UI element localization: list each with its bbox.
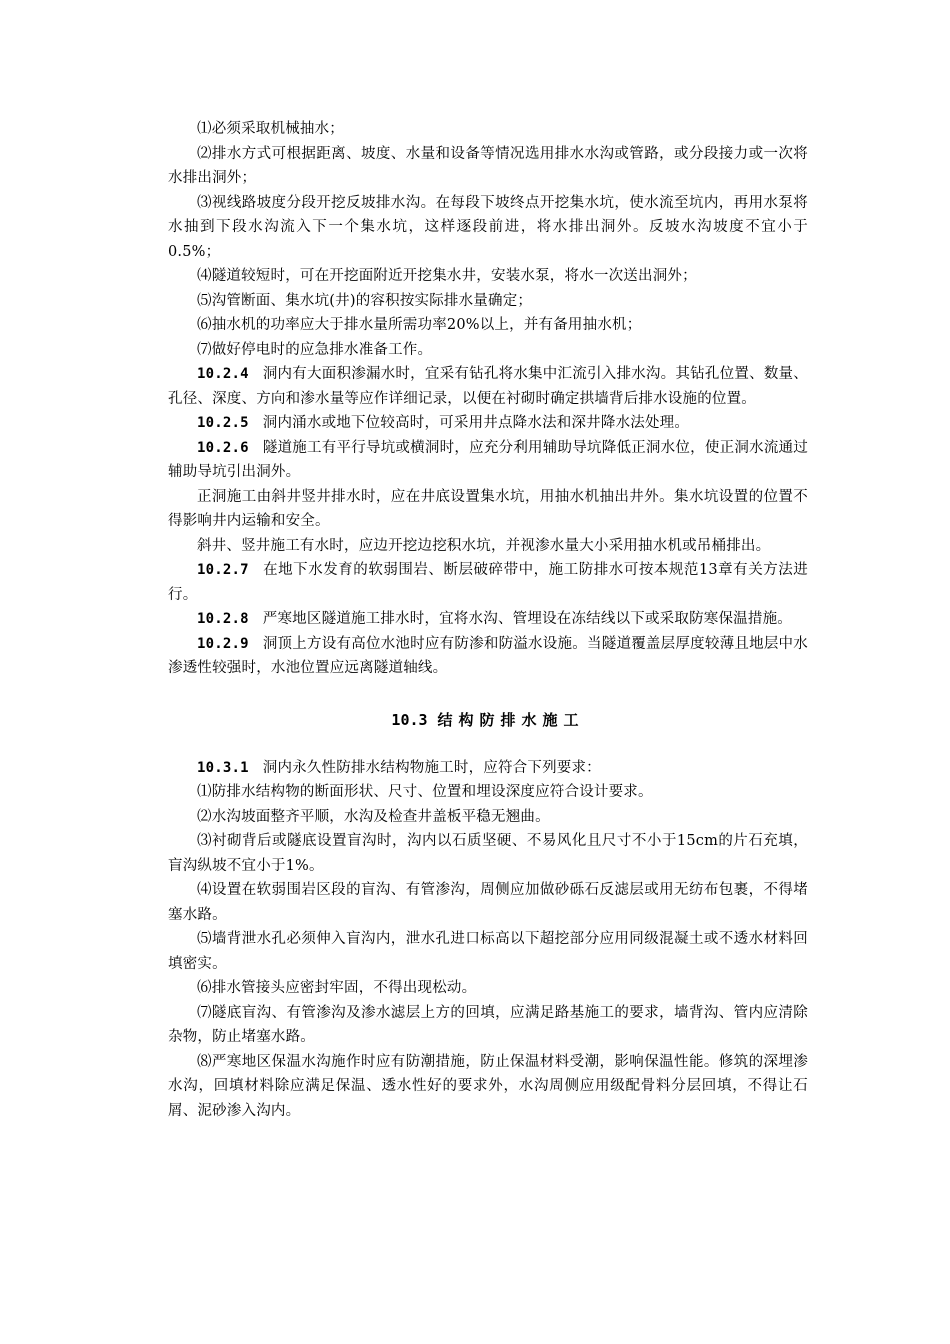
- paragraph-text: ⑸沟管断面、集水坑(井)的容积按实际排水量确定；: [197, 292, 533, 309]
- paragraph-text: 洞内永久性防排水结构物施工时，应符合下列要求：: [262, 759, 601, 776]
- clause-number: 10.3.1: [197, 759, 249, 776]
- clause-number: 10.2.7: [197, 562, 249, 578]
- paragraph-text: ⑶视线路坡度分段开挖反坡排水沟。在每段下坡终点开挖集水坑，使水流至坑内，再用水泵将水抽到下段水沟流入下一个集水坑，这样逐段前进，将水排出洞外。反坡水沟坡度不宜小于0.5%；: [168, 194, 808, 260]
- paragraph-text: 严寒地区隧道施工排水时，宜将水沟、管埋设在冻结线以下或采取防寒保温措施。: [262, 611, 792, 627]
- clause-number: 10.2.6: [197, 439, 249, 456]
- paragraph-text: ⑷隧道较短时，可在开挖面附近开挖集水井，安装水泵，将水一次送出洞外；: [197, 268, 697, 284]
- list-item: [168, 780, 808, 805]
- list-item: [168, 117, 808, 142]
- paragraph-text: ⑶衬砌背后或隧底设置盲沟时，沟内以石质坚硬、不易风化且尺寸不小于15cm的片石充填，盲沟纵坡不宜小于1%。: [168, 833, 808, 874]
- paragraph-text: ⑺隧底盲沟、有管渗沟及渗水滤层上方的回填，应满足路基施工的要求，墙背沟、管内应清除杂物，防止堵塞水路。: [168, 1004, 808, 1045]
- paragraph-text: ⑴防排水结构物的断面形状、尺寸、位置和埋设深度应符合设计要求。: [197, 784, 653, 800]
- clause-paragraph: [168, 607, 808, 632]
- clause-number: 10.2.9: [197, 635, 249, 652]
- paragraph-text: 斜井、竖井施工有水时，应边开挖边挖积水坑，并视渗水量大小采用抽水机或吊桶排出。: [197, 537, 771, 554]
- list-item: [168, 338, 808, 363]
- clause-number: 10.2.8: [197, 611, 249, 627]
- clause-paragraph: [168, 362, 808, 411]
- list-item: [168, 142, 808, 191]
- list-item: [168, 927, 808, 976]
- clause-paragraph: [168, 411, 808, 436]
- list-item: [168, 534, 808, 559]
- list-item: [168, 191, 808, 265]
- paragraph-text: ⑹排水管接头应密封牢固，不得出现松动。: [197, 980, 477, 996]
- clause-paragraph: [168, 632, 808, 681]
- paragraph-text: ⑴必须采取机械抽水；: [197, 121, 344, 137]
- paragraph-group-10-3: [168, 756, 808, 1124]
- paragraph-text: 隧道施工有平行导坑或横洞时，应充分利用辅助导坑降低正洞水位，使正洞水流通过辅助导坑引出洞外。: [168, 439, 808, 480]
- list-item: [168, 264, 808, 289]
- paragraph-text: 在地下水发育的软弱围岩、断层破碎带中，施工防排水可按本规范13章有关方法进行。: [168, 562, 808, 603]
- list-item: [168, 805, 808, 830]
- paragraph-text: ⑹抽水机的功率应大于排水量所需功率20%以上，并有备用抽水机；: [197, 317, 642, 333]
- clause-paragraph: [168, 756, 808, 781]
- section-heading: [168, 709, 808, 730]
- paragraph-text: 正洞施工由斜井竖井排水时，应在井底设置集水坑，用抽水机抽出井外。集水坑设置的位置不得影响井内运输和安全。: [168, 488, 808, 529]
- paragraph-text: ⑷设置在软弱围岩区段的盲沟、有管渗沟，周侧应加做砂砾石反滤层或用无纺布包裹，不得堵塞水路。: [168, 882, 808, 923]
- clause-paragraph: [168, 558, 808, 607]
- list-item: [168, 829, 808, 878]
- clause-number: 10.2.5: [197, 415, 249, 431]
- list-item: [168, 289, 808, 314]
- paragraph-text: 洞内涌水或地下位较高时，可采用井点降水法和深井降水法处理。: [262, 415, 690, 431]
- list-item: [168, 1050, 808, 1124]
- paragraph-text: ⑺做好停电时的应急排水准备工作。: [197, 341, 433, 358]
- list-item: [168, 878, 808, 927]
- section-number: 10.3: [391, 710, 428, 729]
- clause-number: 10.2.4: [197, 366, 249, 382]
- paragraph-text: ⑸墙背泄水孔必须伸入盲沟内，泄水孔进口标高以下超挖部分应用同级混凝土或不透水材料回填密实。: [168, 931, 808, 972]
- section-title: 结构防排水施工: [437, 710, 585, 729]
- list-item: [168, 485, 808, 534]
- clause-paragraph: [168, 436, 808, 485]
- paragraph-text: ⑵排水方式可根据距离、坡度、水量和设备等情况选用排水水沟或管路，或分段接力或一次将水排出洞外；: [168, 145, 808, 186]
- paragraph-text: ⑻严寒地区保温水沟施作时应有防潮措施，防止保温材料受潮，影响保温性能。修筑的深埋渗水沟，回填材料除应满足保温、透水性好的要求外，水沟周侧应用级配骨料分层回填，不得让石屑、泥砂渗入沟内。: [168, 1053, 808, 1119]
- list-item: [168, 313, 808, 338]
- paragraph-group-10-2: [168, 117, 808, 681]
- paragraph-text: 洞内有大面积渗漏水时，宜采有钻孔将水集中汇流引入排水沟。其钻孔位置、数量、孔径、深度、方向和渗水量等应作详细记录，以便在衬砌时确定拱墙背后排水设施的位置。: [168, 366, 808, 407]
- list-item: [168, 976, 808, 1001]
- paragraph-text: ⑵水沟坡面整齐平顺，水沟及检查井盖板平稳无翘曲。: [197, 808, 550, 825]
- document-page: [168, 117, 808, 1123]
- list-item: [168, 1001, 808, 1050]
- paragraph-text: 洞顶上方设有高位水池时应有防渗和防溢水设施。当隧道覆盖层厚度较薄且地层中水渗透性较强时，水池位置应远离隧道轴线。: [168, 635, 808, 676]
